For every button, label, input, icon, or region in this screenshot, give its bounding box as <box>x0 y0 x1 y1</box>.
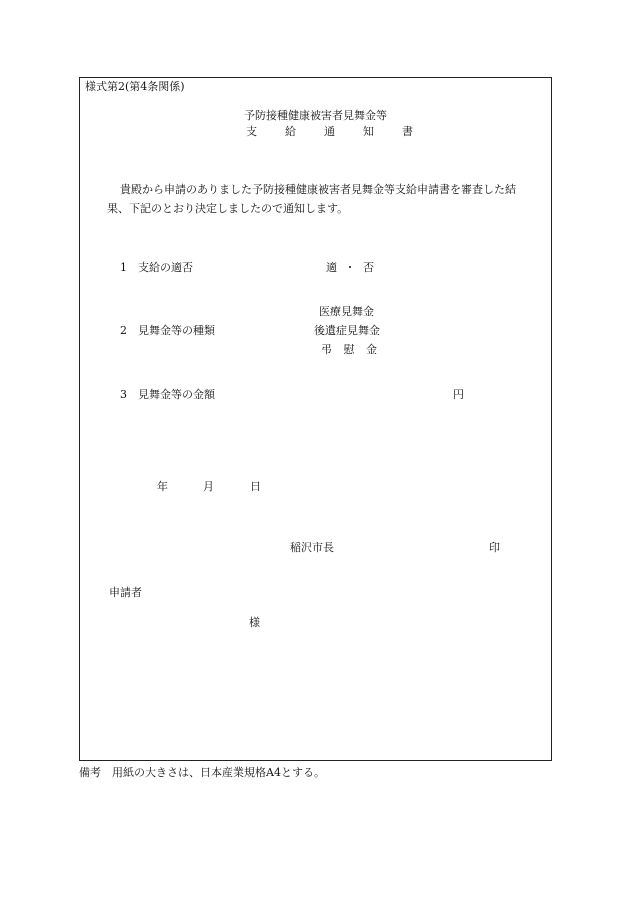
item1-label: 支給の適否 <box>138 261 193 274</box>
item3-unit: 円 <box>453 388 464 401</box>
form-label: 様式第2(第4条関係) <box>85 80 185 93</box>
item2-option-medical: 医療見舞金 <box>319 305 374 318</box>
date-year: 年 <box>157 480 168 493</box>
remarks-note: 備考 用紙の大きさは、日本産業規格A4とする。 <box>79 766 325 779</box>
issuer-name: 稲沢市長 <box>290 541 334 554</box>
form-frame <box>79 77 552 761</box>
item3-label: 見舞金等の金額 <box>138 388 215 401</box>
item2-label: 見舞金等の種類 <box>138 324 215 337</box>
item2-number: 2 <box>120 324 127 337</box>
date-month: 月 <box>203 480 214 493</box>
date-day: 日 <box>250 480 261 493</box>
body-text-line1: 貴殿から申請のありました予防接種健康被害者見舞金等支給申請書を審査した結 <box>120 183 516 196</box>
honorific: 様 <box>249 616 260 629</box>
document-title-line2: 支給通知書 <box>246 125 441 138</box>
item1-number: 1 <box>120 261 127 274</box>
applicant-label: 申請者 <box>109 586 142 599</box>
item1-value: 適 ・ 否 <box>326 261 376 274</box>
document-title-line1: 予防接種健康被害者見舞金等 <box>244 109 387 122</box>
item3-number: 3 <box>120 388 127 401</box>
item2-option-condolence: 弔 慰 金 <box>321 343 381 356</box>
body-text-line2: 果、下記のとおり決定しましたので通知します。 <box>107 202 349 215</box>
seal-mark: 印 <box>489 541 500 554</box>
item2-option-aftereffect: 後遺症見舞金 <box>314 324 380 337</box>
